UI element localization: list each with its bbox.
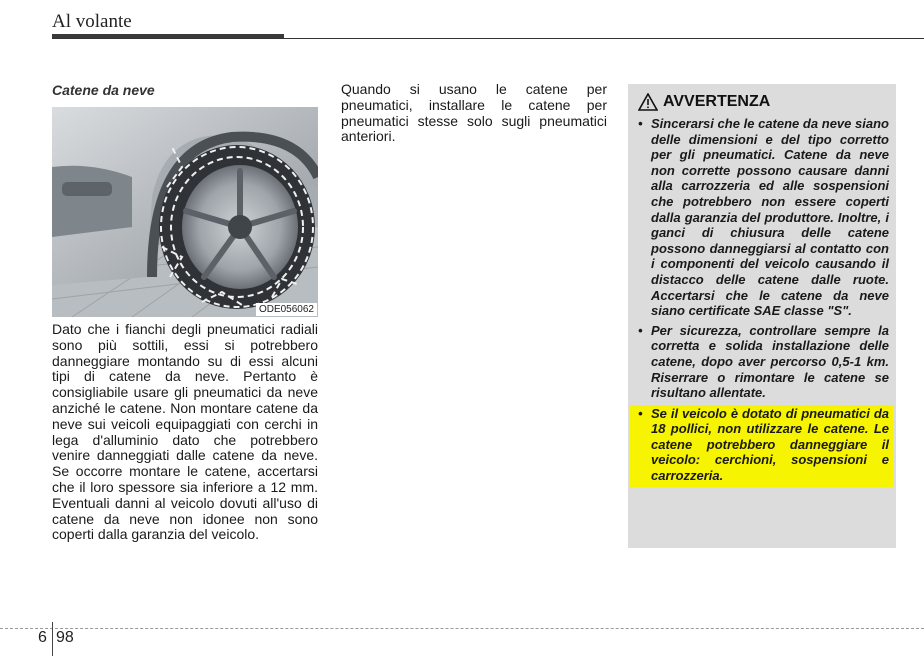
- page-number: 98: [56, 629, 74, 646]
- warning-title: AVVERTENZA: [663, 93, 771, 110]
- warning-item-text: Per sicurezza, controllare sempre la corretta e solida installazione delle catene, dopo aver percorso 0,5-1 km. Riserrare o rimontare le catene se risultano allentate.: [651, 322, 889, 401]
- bullet: •: [638, 322, 643, 338]
- warning-item-highlighted: [630, 405, 893, 487]
- warning-list: [638, 116, 889, 491]
- chapter-number: 6: [38, 629, 47, 646]
- warning-heading: [638, 93, 770, 111]
- warning-item-text: Sincerarsi che le catene da neve siano delle dimensioni e del tipo corretto per gli pneumatici. Catene da neve non corrette possono causare danni alla carrozzeria ed alle sospensioni che potrebbero non essere coperti dalla garanzia del produttore. Inoltre, i ganci di chiusura delle catene possono danneggiarsi al contatto con i componenti del veicolo causando il distacco delle catene dalle ruote. Accertarsi che le catene da neve siano certificate SAE classe "S".: [651, 116, 889, 319]
- section-title: Catene da neve: [52, 82, 155, 98]
- footer-separator: [52, 622, 53, 656]
- warning-item: [638, 116, 889, 319]
- left-body-text: Dato che i fianchi degli pneumatici radiali sono più sottili, essi si potrebbero danneggiare montando su di essi alcuni tipi di catene da neve. Pertanto è consigliabile usare gli pneumatici da neve anziché le catene. Non montare catene da neve sui veicoli equipaggiati con cerchi in lega d'alluminio dato che potrebbero venire danneggiati dalle catene da neve. Se occorre montare le catene, accertarsi che il loro spessore sia inferiore a 12 mm. Eventuali danni al veicolo dovuti all'uso di catene da neve non idonee non sono coperti dalla garanzia del veicolo.: [52, 321, 318, 543]
- footer-dashed-rule: [0, 628, 924, 629]
- page-header-title: Al volante: [52, 11, 132, 32]
- middle-body-text: Quando si usano le catene per pneumatici, installare le catene per pneumatici stesse solo sugli pneumatici anteriori.: [341, 81, 607, 145]
- warning-triangle-icon: [638, 93, 658, 111]
- warning-item-text: Se il veicolo è dotato di pneumatici da 18 pollici, non utilizzare le catene. Le catene potrebbero danneggiare il veicolo: cerchioni, sospensioni e carrozzeria.: [651, 405, 889, 484]
- figure-code-label: ODE056062: [256, 303, 317, 316]
- bullet: •: [638, 405, 643, 421]
- warning-box: [628, 84, 896, 548]
- snow-chain-illustration: [52, 107, 318, 317]
- header-rule: [52, 38, 924, 39]
- warning-item: [638, 323, 889, 401]
- snow-chain-drawing: [52, 107, 318, 317]
- bullet: •: [638, 116, 643, 131]
